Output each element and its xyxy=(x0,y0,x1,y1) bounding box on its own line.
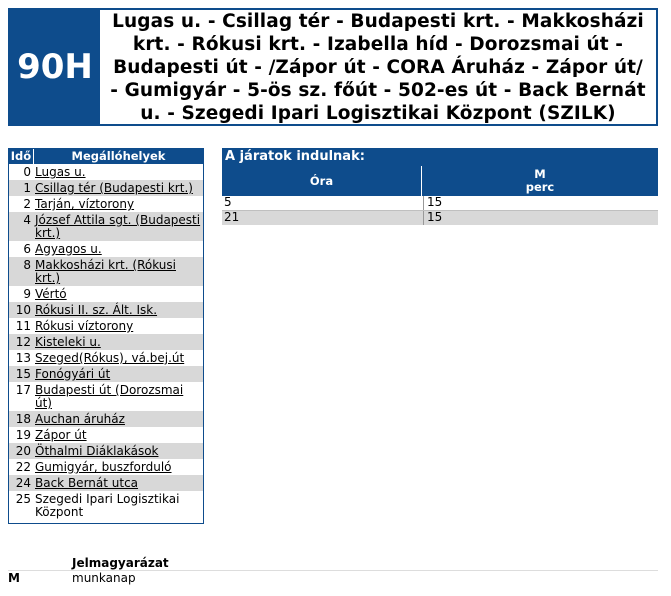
stop-time: 25 xyxy=(15,492,31,506)
stop-name-cell xyxy=(33,382,203,411)
schedule-title: A járatok indulnak: xyxy=(222,148,658,166)
stop-row xyxy=(9,196,203,212)
stop-time: 11 xyxy=(15,319,31,333)
stop-name-cell xyxy=(33,180,203,196)
stops-table xyxy=(8,148,204,524)
stop-time: 20 xyxy=(15,444,31,458)
stop-link[interactable]: Zápor út xyxy=(35,428,87,442)
stop-row xyxy=(9,257,203,286)
stop-time: 9 xyxy=(23,287,31,301)
stop-time: 19 xyxy=(15,428,31,442)
stop-row xyxy=(9,212,203,241)
stop-name-cell xyxy=(33,241,203,257)
stop-link[interactable]: Rókusi víztorony xyxy=(35,319,134,333)
schedule-hour: 21 xyxy=(222,211,424,225)
stop-name-cell xyxy=(33,411,203,427)
stop-name-cell xyxy=(33,350,203,366)
hour-column-header: Óra xyxy=(222,166,422,196)
stop-row xyxy=(9,318,203,334)
stop-time: 15 xyxy=(15,367,31,381)
stop-time: 2 xyxy=(23,197,31,211)
minute-day-code: M xyxy=(534,167,546,181)
minute-label: perc xyxy=(525,180,555,194)
stop-time: 0 xyxy=(23,165,31,179)
stops-column-header: Megállóhelyek xyxy=(71,149,166,163)
stop-row xyxy=(9,382,203,411)
route-number: 90H xyxy=(10,10,100,124)
stop-link: Szegedi Ipari Logisztikai Központ xyxy=(35,492,180,519)
stop-name-cell xyxy=(33,318,203,334)
schedule-row xyxy=(222,211,658,225)
stop-link[interactable]: József Attila sgt. (Budapesti krt.) xyxy=(35,213,201,240)
stop-name-cell xyxy=(33,164,203,180)
stop-link[interactable]: Csillag tér (Budapesti krt.) xyxy=(35,181,193,195)
stop-time: 12 xyxy=(15,335,31,349)
stop-name-cell xyxy=(33,366,203,382)
stop-name-cell xyxy=(33,212,203,241)
stop-name-cell xyxy=(33,427,203,443)
stop-time: 18 xyxy=(15,412,31,426)
stop-link[interactable]: Rókusi II. sz. Ált. Isk. xyxy=(35,303,158,317)
stop-row xyxy=(9,180,203,196)
legend-code: M xyxy=(8,571,20,585)
stop-row xyxy=(9,411,203,427)
stop-row xyxy=(9,491,203,520)
time-column-header: Idő xyxy=(9,149,34,164)
stop-row xyxy=(9,302,203,318)
stop-link[interactable]: Gumigyár, buszforduló xyxy=(35,460,172,474)
stop-row xyxy=(9,241,203,257)
stop-time: 17 xyxy=(15,383,31,397)
stop-link[interactable]: Lugas u. xyxy=(35,165,86,179)
stop-link[interactable]: Budapesti út (Dorozsmai út) xyxy=(35,383,184,410)
stop-row xyxy=(9,164,203,180)
stop-link[interactable]: Agyagos u. xyxy=(35,242,102,256)
stop-time: 10 xyxy=(15,303,31,317)
stop-link[interactable]: Tarján, víztorony xyxy=(35,197,135,211)
legend-row xyxy=(8,570,658,586)
stop-time: 22 xyxy=(15,460,31,474)
stop-row xyxy=(9,366,203,382)
schedule-minute: 15 xyxy=(427,210,443,224)
stops-table-header xyxy=(9,149,203,164)
legend-text: munkanap xyxy=(72,571,136,585)
stop-time: 13 xyxy=(15,351,31,365)
legend xyxy=(8,556,658,586)
schedule-hour: 5 xyxy=(222,196,424,210)
route-header xyxy=(8,8,658,126)
stop-row xyxy=(9,459,203,475)
stop-link[interactable]: Öthalmi Diáklakások xyxy=(35,444,159,458)
stop-row xyxy=(9,427,203,443)
stop-row xyxy=(9,443,203,459)
stop-name-cell xyxy=(33,491,203,520)
stop-rows xyxy=(9,164,203,520)
stop-time: 1 xyxy=(23,181,31,195)
schedule-table xyxy=(222,148,658,225)
schedule-row xyxy=(222,196,658,211)
stop-name-cell xyxy=(33,475,203,491)
stop-row xyxy=(9,334,203,350)
stop-link[interactable]: Back Bernát utca xyxy=(35,476,139,490)
stop-time: 4 xyxy=(23,213,31,227)
stop-name-cell xyxy=(33,459,203,475)
stop-row xyxy=(9,475,203,491)
stop-name-cell xyxy=(33,443,203,459)
stop-link[interactable]: Kisteleki u. xyxy=(35,335,101,349)
stop-link[interactable]: Makkosházi krt. (Rókusi krt.) xyxy=(35,258,176,285)
stop-link[interactable]: Auchan áruház xyxy=(35,412,125,426)
stop-name-cell xyxy=(33,286,203,302)
stop-name-cell xyxy=(33,196,203,212)
route-description: Lugas u. - Csillag tér - Budapesti krt. - Makkosházi krt. - Rókusi krt. - Izabella híd - Dorozsmai út - Budapesti út - /Zápor út - CORA Áruház - Zápor út/ - Gumigyár - 5-ös sz. főút - 502-es út - Back Bernát u. - Szegedi Ipari Logisztikai Központ (SZILK) xyxy=(110,10,646,124)
stop-row xyxy=(9,350,203,366)
stop-time: 24 xyxy=(15,476,31,490)
stop-link[interactable]: Fonógyári út xyxy=(35,367,111,381)
stop-link[interactable]: Vértó xyxy=(35,287,67,301)
stop-time: 8 xyxy=(23,258,31,272)
stop-row xyxy=(9,286,203,302)
minute-column-header xyxy=(422,166,658,196)
stop-time: 6 xyxy=(23,242,31,256)
stop-link[interactable]: Szeged(Rókus), vá.bej.út xyxy=(35,351,185,365)
stop-name-cell xyxy=(33,334,203,350)
schedule-header xyxy=(222,166,658,196)
legend-title: Jelmagyarázat xyxy=(72,556,169,570)
schedule-minute: 15 xyxy=(427,195,443,209)
stop-name-cell xyxy=(33,257,203,286)
stop-name-cell xyxy=(33,302,203,318)
